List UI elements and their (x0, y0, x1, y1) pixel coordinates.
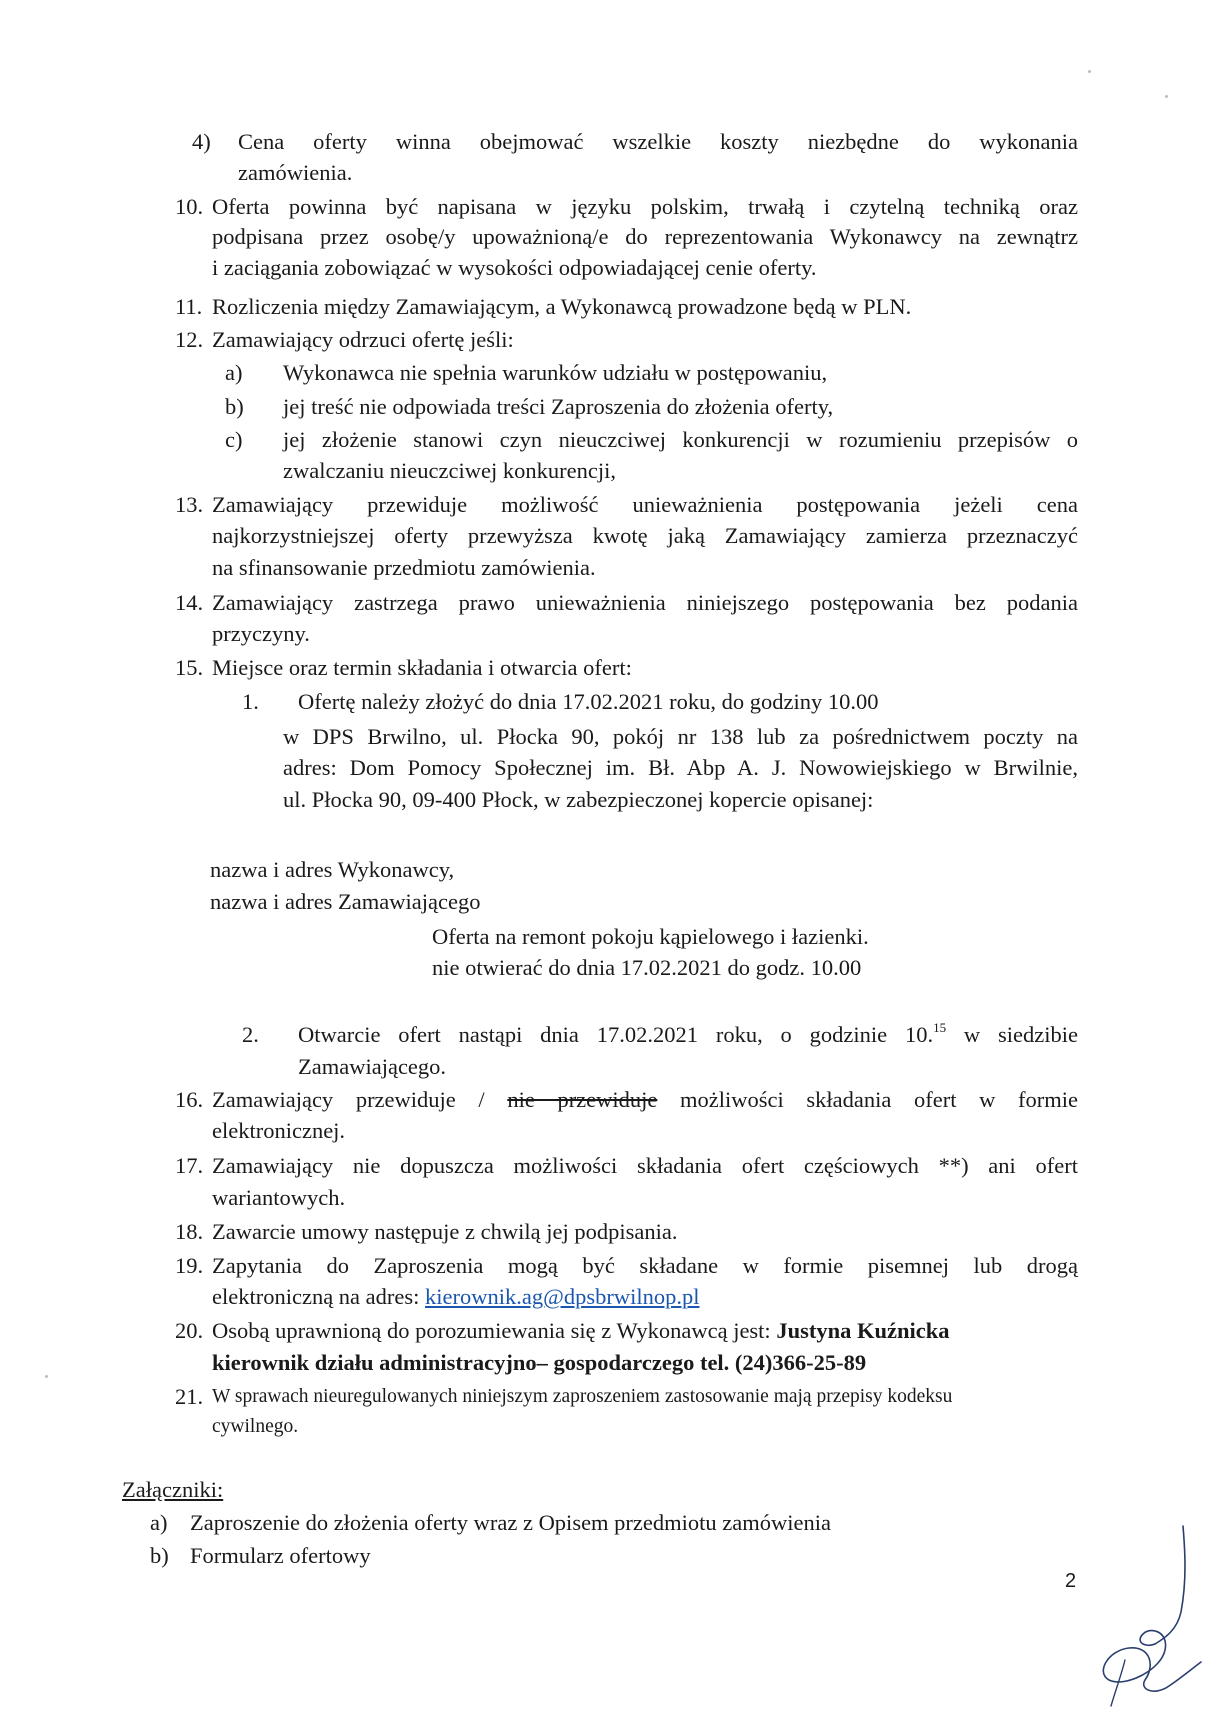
item-15-sub-1-line-4: ul. Płocka 90, 09-400 Płock, w zabezpieczonej kopercie opisanej: (283, 787, 874, 812)
item-19-text-pre: elektroniczną na adres: (212, 1284, 426, 1309)
item-17-line-2: wariantowych. (212, 1185, 346, 1210)
contact-email-link[interactable]: kierownik.ag@dpsbrwilnop.pl (425, 1284, 700, 1309)
item-19-line-1: Zapytania do Zaproszenia mogą być składane w formie pisemnej lub drogą (212, 1253, 1078, 1278)
item-15-sub-2-line-1 (298, 1020, 1078, 1050)
item-13-marker: 13. (175, 492, 204, 517)
scan-speck (1165, 95, 1168, 98)
item-12-c-line-1: jej złożenie stanowi czyn nieuczciwej konkurencji w rozumieniu przepisów o (283, 427, 1078, 452)
item-11-marker: 11. (175, 294, 203, 319)
scan-speck (45, 1375, 48, 1378)
item-16-line-1 (212, 1085, 1078, 1115)
item-20-line-2: kierownik działu administracyjno– gospodarczego tel. (24)366-25-89 (212, 1350, 867, 1375)
item-17-line-1: Zamawiający nie dopuszcza możliwości składania ofert częściowych **) ani ofert (212, 1153, 1078, 1178)
item-14-line-1: Zamawiający zastrzega prawo unieważnienia niniejszego postępowania bez podania (212, 590, 1078, 615)
item-10-line-2: podpisana przez osobę/y upoważnioną/e do reprezentowania Wykonawcy na zewnątrz (212, 224, 1078, 249)
item-15-sub-1-marker: 1. (242, 689, 259, 714)
item-15-sub-2-time-superscript: 15 (933, 1019, 947, 1035)
item-4-line-1: Cena oferty winna obejmować wszelkie koszty niezbędne do wykonania (238, 129, 1078, 154)
item-12-marker: 12. (175, 327, 204, 352)
attachment-b-text: Formularz ofertowy (190, 1543, 371, 1568)
item-21-line-2: cywilnego. (212, 1416, 299, 1437)
item-20-text-pre: Osobą uprawnioną do porozumiewania się z Wykonawcą jest: (212, 1318, 777, 1343)
item-15-sub-1-line-2: w DPS Brwilno, ul. Płocka 90, pokój nr 138 lub za pośrednictwem poczty na (283, 724, 1078, 749)
envelope-line-4: nie otwierać do dnia 17.02.2021 do godz. 10.00 (432, 955, 862, 980)
item-12-b-marker: b) (225, 394, 244, 419)
item-15-sub-2-text-pre: Otwarcie ofert nastąpi dnia 17.02.2021 roku, o godzinie 10. (298, 1022, 934, 1047)
item-14-line-2: przyczyny. (212, 621, 310, 646)
item-17-marker: 17. (175, 1153, 204, 1178)
item-20-line-1 (212, 1316, 950, 1346)
item-13-line-1: Zamawiający przewiduje możliwość unieważnienia postępowania jeżeli cena (212, 492, 1078, 517)
item-16-line-2: elektronicznej. (212, 1118, 346, 1143)
envelope-line-1: nazwa i adres Wykonawcy, (210, 857, 455, 882)
attachment-a-text: Zaproszenie do złożenia oferty wraz z Opisem przedmiotu zamówienia (190, 1510, 831, 1535)
item-18-marker: 18. (175, 1219, 204, 1244)
item-10-marker: 10. (175, 194, 204, 219)
item-15-sub-2-marker: 2. (242, 1022, 259, 1047)
item-4-marker: 4) (192, 129, 211, 154)
item-16-marker: 16. (175, 1087, 204, 1112)
item-15-sub-1-line-3: adres: Dom Pomocy Społecznej im. Bł. Abp A. J. Nowowiejskiego w Brwilnie, (283, 755, 1078, 780)
contact-person-name: Justyna Kuźnicka (776, 1318, 950, 1343)
item-12-b-text: jej treść nie odpowiada treści Zaproszenia do złożenia oferty, (283, 394, 834, 419)
item-15-marker: 15. (175, 655, 204, 680)
handwritten-signature (1085, 1520, 1205, 1710)
item-16-text-post: możliwości składania ofert w formie (657, 1087, 1078, 1112)
envelope-line-3: Oferta na remont pokoju kąpielowego i łazienki. (432, 924, 869, 949)
scan-speck (1088, 70, 1091, 73)
attachment-b-marker: b) (150, 1543, 169, 1568)
item-15-sub-2-text-post: w siedzibie (946, 1022, 1078, 1047)
item-12-line-1: Zamawiający odrzuci ofertę jeśli: (212, 327, 514, 352)
item-10-line-3: i zaciągania zobowiązać w wysokości odpowiadającej cenie oferty. (212, 255, 817, 280)
item-20-marker: 20. (175, 1318, 204, 1343)
item-16-struck-text: nie przewiduje (507, 1087, 658, 1112)
attachment-a-marker: a) (150, 1510, 168, 1535)
item-15-sub-2-line-2: Zamawiającego. (298, 1054, 447, 1079)
attachments-heading: Załączniki: (122, 1477, 224, 1502)
page-number: 2 (1065, 1570, 1077, 1592)
item-16-text-pre: Zamawiający przewiduje / (212, 1087, 508, 1112)
item-10-line-1: Oferta powinna być napisana w języku polskim, trwałą i czytelną techniką oraz (212, 194, 1078, 219)
envelope-line-2: nazwa i adres Zamawiającego (210, 889, 481, 914)
item-12-c-line-2: zwalczaniu nieuczciwej konkurencji, (283, 458, 616, 483)
item-4-line-2: zamówienia. (238, 160, 353, 185)
item-13-line-3: na sfinansowanie przedmiotu zamówienia. (212, 555, 596, 580)
item-15-sub-1-line-1: Ofertę należy złożyć do dnia 17.02.2021 roku, do godziny 10.00 (298, 689, 879, 714)
item-21-line-1: W sprawach nieuregulowanych niniejszym zaproszeniem zastosowanie mają przepisy kodeksu (212, 1386, 953, 1407)
item-19-marker: 19. (175, 1253, 204, 1278)
item-15-line-1: Miejsce oraz termin składania i otwarcia ofert: (212, 655, 632, 680)
item-19-line-2 (212, 1282, 699, 1312)
item-12-a-text: Wykonawca nie spełnia warunków udziału w postępowaniu, (283, 360, 828, 385)
item-18-line-1: Zawarcie umowy następuje z chwilą jej podpisania. (212, 1219, 678, 1244)
item-21-marker: 21. (175, 1384, 204, 1409)
item-12-a-marker: a) (225, 360, 243, 385)
item-11-line-1: Rozliczenia między Zamawiającym, a Wykonawcą prowadzone będą w PLN. (212, 294, 912, 319)
item-12-c-marker: c) (225, 427, 243, 452)
item-14-marker: 14. (175, 590, 204, 615)
item-13-line-2: najkorzystniejszej oferty przewyższa kwotę jaką Zamawiający zamierza przeznaczyć (212, 523, 1078, 548)
